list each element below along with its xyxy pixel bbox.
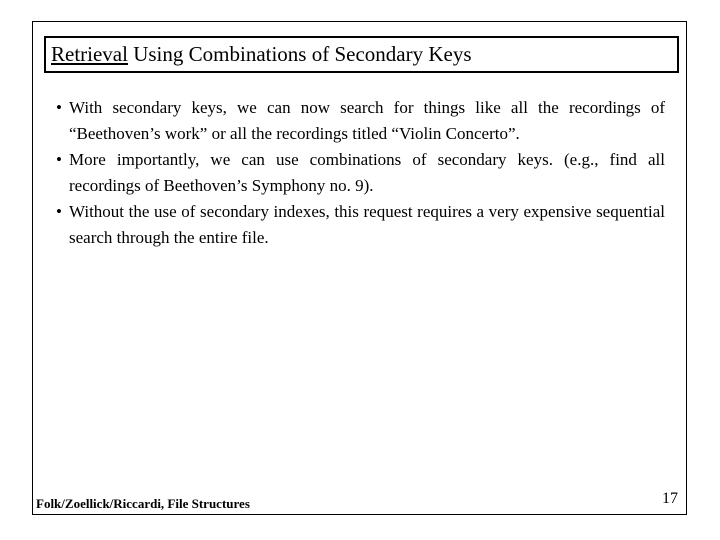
bullet-text: More importantly, we can use combinations of secondary keys. (e.g., find all recordings of Beethoven’s Symphony no. 9). — [69, 150, 665, 195]
slide-title-rest: Using Combinations of Secondary Keys — [127, 42, 472, 66]
bullet-glyph: • — [56, 202, 62, 221]
footer-credit: Folk/Zoellick/Riccardi, File Structures — [36, 496, 250, 511]
bullet-list — [56, 95, 665, 251]
slide-title-underlined-word: Retrieval — [51, 42, 128, 66]
bullet-item — [56, 199, 665, 251]
bullet-glyph: • — [56, 98, 62, 117]
bullet-item — [56, 147, 665, 199]
bullet-item — [56, 95, 665, 147]
bullet-glyph: • — [56, 150, 62, 169]
slide-title — [44, 36, 679, 73]
bullet-text: Without the use of secondary indexes, this request requires a very expensive sequential search through the entire file. — [69, 202, 665, 247]
page-number: 17 — [662, 490, 678, 507]
bullet-text: With secondary keys, we can now search for things like all the recordings of “Beethoven’s work” or all the recordings titled “Violin Concerto”. — [69, 98, 665, 143]
